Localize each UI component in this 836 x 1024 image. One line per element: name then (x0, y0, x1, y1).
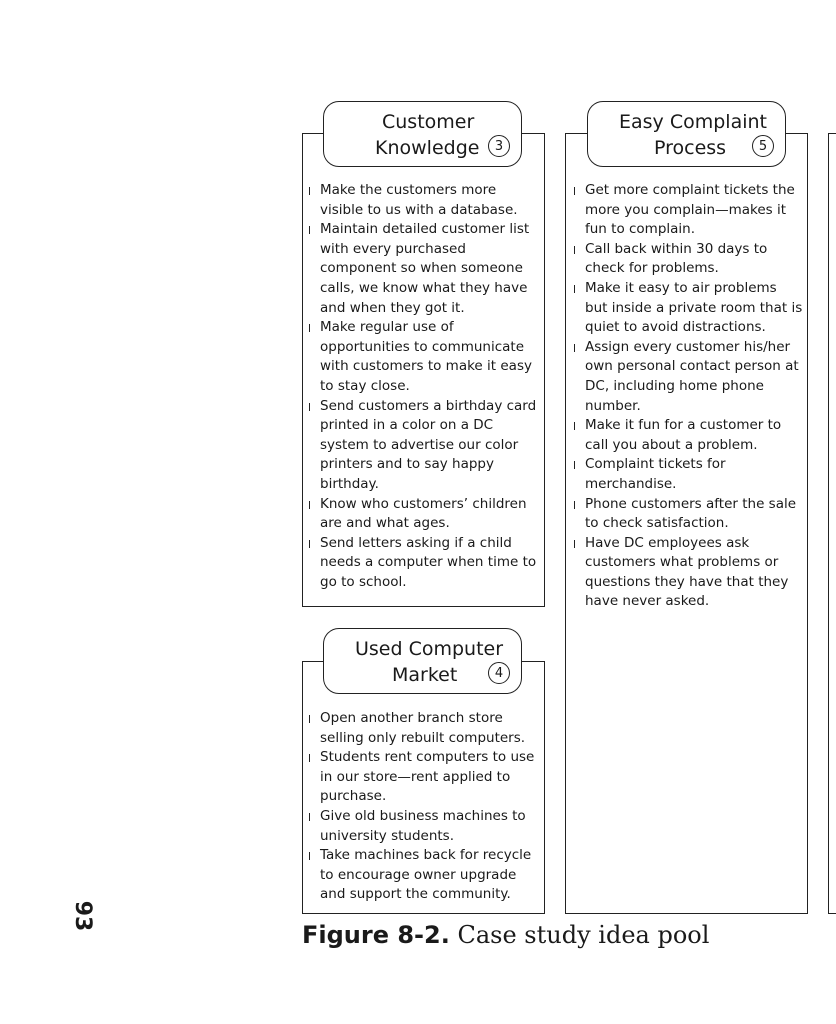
used-computer-market-list (320, 709, 538, 905)
list-item: Send customers a birthday card printed in a color on a DC system to advertise our color printers and to say happy birthday. (320, 397, 538, 495)
list-item: Complaint tickets for merchandise. (585, 455, 803, 494)
easy-complaint-process-title-line2: Process (654, 137, 727, 159)
list-item: Send letters asking if a child needs a computer when time to go to school. (320, 534, 538, 593)
list-item: Phone customers after the sale to check satisfaction. (585, 495, 803, 534)
number-4-badge: 4 (488, 662, 510, 684)
adjacent-box-edge (828, 133, 836, 914)
list-item: Maintain detailed customer list with every purchased component so when someone calls, we know what they have and when they got it. (320, 220, 538, 318)
figure-caption (302, 921, 709, 949)
easy-complaint-process-header (587, 101, 786, 167)
customer-knowledge-title-line2: Knowledge (375, 137, 480, 159)
used-computer-market-header (323, 628, 522, 694)
page-number: 93 (70, 900, 95, 932)
list-item: Make regular use of opportunities to communicate with customers to make it easy to stay close. (320, 318, 538, 396)
customer-knowledge-title-line1: Customer (382, 111, 475, 133)
customer-knowledge-list (320, 181, 538, 592)
list-item: Open another branch store selling only rebuilt computers. (320, 709, 538, 748)
figure-label: Figure 8-2. (302, 921, 450, 949)
used-computer-market-title-line1: Used Computer (355, 638, 504, 660)
list-item: Students rent computers to use in our store—rent applied to purchase. (320, 748, 538, 807)
customer-knowledge-header (323, 101, 522, 167)
list-item: Make it fun for a customer to call you about a problem. (585, 416, 803, 455)
easy-complaint-process-list (585, 181, 803, 612)
list-item: Call back within 30 days to check for problems. (585, 240, 803, 279)
list-item: Assign every customer his/her own personal contact person at DC, including home phone number. (585, 338, 803, 416)
number-3-badge: 3 (488, 135, 510, 157)
list-item: Give old business machines to university students. (320, 807, 538, 846)
number-5-badge: 5 (752, 135, 774, 157)
list-item: Make it easy to air problems but inside a private room that is quiet to avoid distractions. (585, 279, 803, 338)
used-computer-market-title-line2: Market (392, 664, 458, 686)
list-item: Take machines back for recycle to encourage owner upgrade and support the community. (320, 846, 538, 905)
figure-title: Case study idea pool (457, 921, 710, 949)
list-item: Know who customers’ children are and what ages. (320, 495, 538, 534)
easy-complaint-process-title-line1: Easy Complaint (619, 111, 767, 133)
list-item: Make the customers more visible to us with a database. (320, 181, 538, 220)
list-item: Get more complaint tickets the more you complain—makes it fun to complain. (585, 181, 803, 240)
list-item: Have DC employees ask customers what problems or questions they have that they have never asked. (585, 534, 803, 612)
